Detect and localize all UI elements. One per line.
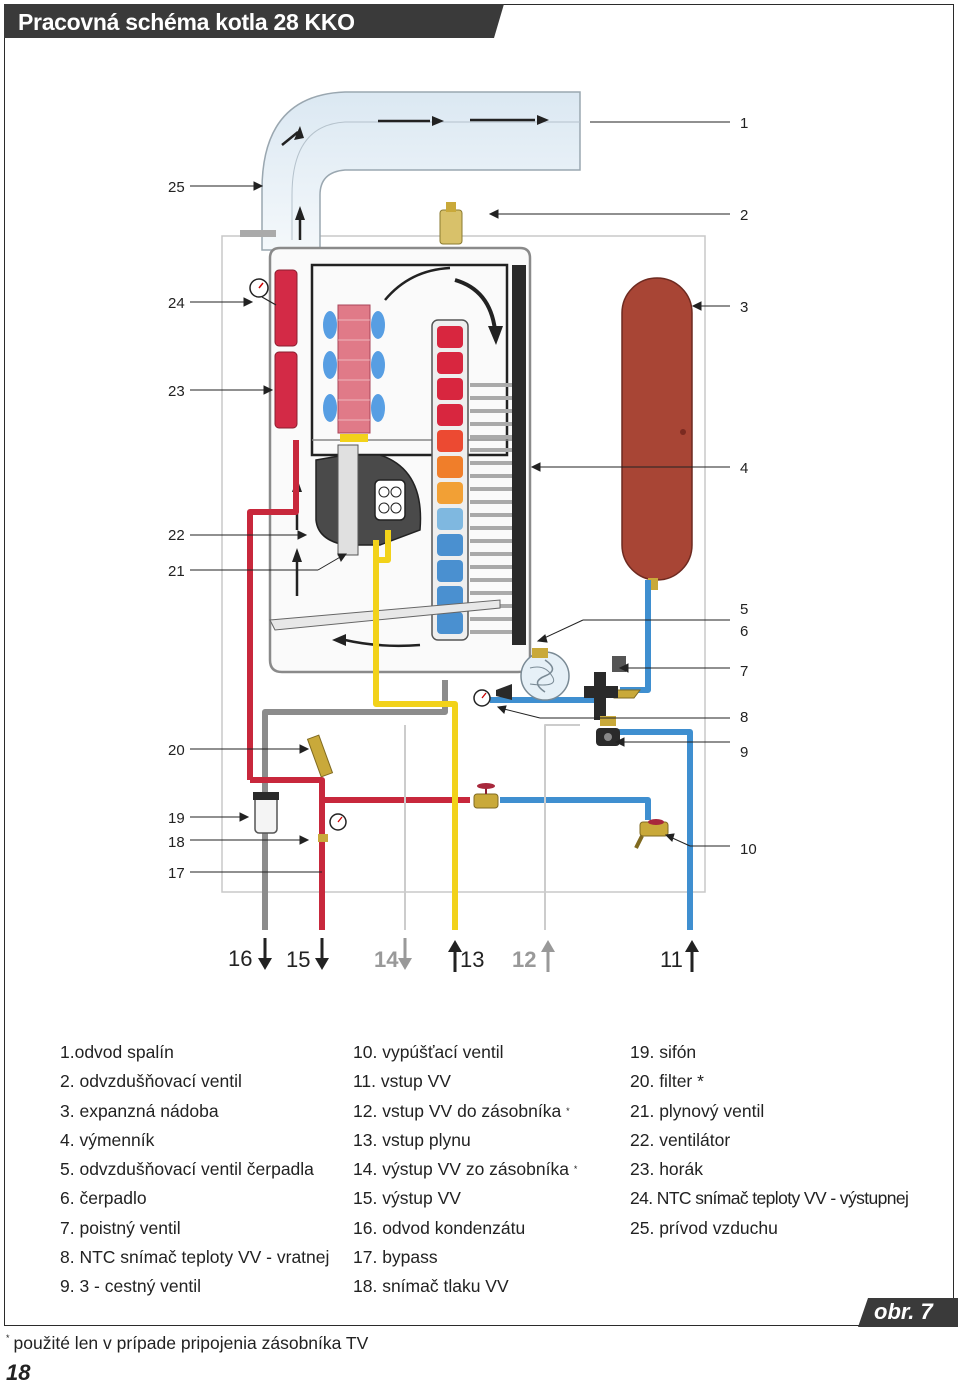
siphon bbox=[253, 792, 279, 833]
callout-8: 8 bbox=[740, 709, 749, 726]
legend-item: 13. vstup plynu bbox=[353, 1129, 471, 1150]
legend-item: 17. bypass bbox=[353, 1247, 438, 1268]
label-11: 11 bbox=[660, 947, 683, 972]
expansion-vessel bbox=[622, 278, 692, 590]
callout-4: 4 bbox=[740, 460, 749, 477]
legend-item: 4. výmenník bbox=[60, 1129, 155, 1150]
callout-5: 5 bbox=[740, 601, 749, 618]
legend-item: 8. NTC snímač teploty VV - vratnej bbox=[60, 1247, 330, 1268]
callouts-right bbox=[740, 115, 757, 858]
legend-item: 7. poistný ventil bbox=[60, 1217, 181, 1238]
legend-item: 12. vstup VV do zásobníka * bbox=[353, 1100, 570, 1121]
legend-item: 15. výstup VV bbox=[353, 1188, 461, 1209]
legend-column-2 bbox=[353, 1038, 577, 1302]
callout-3: 3 bbox=[740, 299, 749, 316]
legend-item: 6. čerpadlo bbox=[60, 1188, 147, 1209]
air-vent bbox=[440, 202, 462, 244]
ntc-sensor-block-lower bbox=[275, 352, 297, 428]
page-title: Pracovná schéma kotla 28 KKO bbox=[18, 9, 355, 35]
asterisk-mark: * bbox=[6, 1333, 10, 1343]
callout-10: 10 bbox=[740, 841, 757, 858]
callout-17: 17 bbox=[168, 865, 185, 882]
callout-22: 22 bbox=[168, 527, 185, 544]
callout-21: 21 bbox=[168, 563, 185, 580]
ntc-sensor-block-upper bbox=[275, 270, 297, 346]
legend-item: 22. ventilátor bbox=[630, 1129, 731, 1150]
footnote: * použité len v prípade pripojenia zásobníka TV bbox=[6, 1333, 369, 1353]
label-15: 15 bbox=[286, 947, 311, 972]
legend-column-3 bbox=[630, 1038, 908, 1243]
callout-20: 20 bbox=[168, 742, 185, 759]
legend-item: 25. prívod vzduchu bbox=[630, 1217, 778, 1238]
legend-column-1 bbox=[60, 1038, 329, 1302]
label-12: 12 bbox=[512, 947, 537, 972]
callout-7: 7 bbox=[740, 663, 749, 680]
legend-item: 18. snímač tlaku VV bbox=[353, 1276, 509, 1297]
callout-25: 25 bbox=[168, 179, 185, 196]
asterisk-mark: * bbox=[573, 1164, 578, 1175]
callout-2: 2 bbox=[740, 207, 749, 224]
legend-item: 11. vstup VV bbox=[353, 1071, 451, 1092]
filter bbox=[308, 735, 333, 777]
legend-item: 3. expanzná nádoba bbox=[60, 1100, 219, 1121]
title-bar-container bbox=[4, 4, 504, 38]
callout-23: 23 bbox=[168, 383, 185, 400]
legend-item: 20. filter * bbox=[630, 1071, 704, 1092]
legend-item: 24. NTC snímač teploty VV - výstupnej bbox=[630, 1188, 909, 1209]
callout-19: 19 bbox=[168, 810, 185, 827]
pressure-gauge-pump bbox=[474, 690, 490, 706]
label-16: 16 bbox=[228, 946, 253, 971]
legend-item: 1.odvod spalín bbox=[60, 1042, 174, 1062]
callout-18: 18 bbox=[168, 834, 185, 851]
asterisk-mark: * bbox=[566, 1105, 570, 1116]
callout-1: 1 bbox=[740, 115, 749, 132]
gas-tap bbox=[474, 783, 498, 808]
legend-item: 10. vypúšťací ventil bbox=[353, 1042, 504, 1062]
legend-item: 16. odvod kondenzátu bbox=[353, 1217, 526, 1238]
label-13: 13 bbox=[460, 947, 485, 972]
legend-item: 21. plynový ventil bbox=[630, 1100, 765, 1121]
callout-6: 6 bbox=[740, 623, 749, 640]
drain-tap bbox=[636, 819, 668, 848]
legend-item: 5. odvzdušňovací ventil čerpadla bbox=[60, 1159, 314, 1180]
callout-24: 24 bbox=[168, 295, 185, 312]
legend-item: 14. výstup VV zo zásobníka * bbox=[353, 1159, 578, 1180]
legend-item: 19. sifón bbox=[630, 1042, 697, 1062]
page-number: 18 bbox=[6, 1360, 31, 1385]
callouts-left bbox=[168, 179, 185, 882]
flue-duct bbox=[240, 92, 580, 250]
label-14: 14 bbox=[374, 947, 399, 972]
callout-9: 9 bbox=[740, 744, 749, 761]
legend-item: 23. horák bbox=[630, 1159, 703, 1180]
figure-label: obr. 7 bbox=[874, 1299, 933, 1324]
legend-item: 9. 3 - cestný ventil bbox=[60, 1276, 202, 1297]
legend-item: 2. odvzdušňovací ventil bbox=[60, 1071, 242, 1092]
